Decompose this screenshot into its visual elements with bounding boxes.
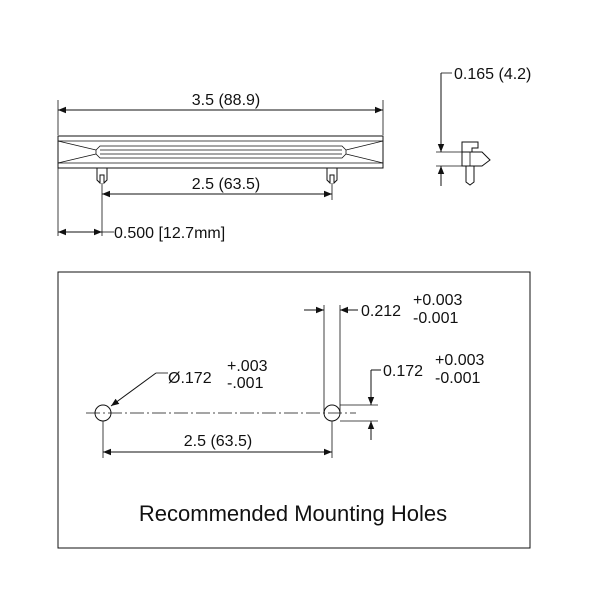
dim-b-plus-tolerance: +0.003 [435, 352, 485, 369]
panel-title: Recommended Mounting Holes [138, 501, 448, 526]
dim-a-plus-tolerance: +0.003 [413, 292, 463, 309]
dim-b-value: 0.172 [383, 363, 424, 380]
hole-diameter-label: Ø.172 [168, 370, 212, 387]
dim-a-value: 0.212 [361, 303, 402, 320]
top-view [58, 92, 383, 242]
mounting-holes-panel [58, 272, 530, 548]
hole-spacing-label: 2.5 (63.5) [183, 433, 253, 450]
pin-spacing-label: 2.5 (63.5) [191, 176, 261, 193]
hole-diameter-plus-tolerance: +.003 [227, 358, 268, 375]
overall-width-label: 3.5 (88.9) [191, 92, 261, 109]
mounting-pin-right [327, 168, 337, 183]
mounting-pin-left [97, 168, 107, 183]
dim-a-minus-tolerance: -0.001 [413, 310, 459, 327]
part-body [58, 136, 383, 168]
pin-offset-label: 0.500 [12.7mm] [114, 225, 226, 242]
center-slot [96, 146, 346, 158]
side-view [436, 66, 531, 186]
hole-diameter-leader [111, 373, 156, 406]
side-profile [462, 142, 490, 185]
height-label: 0.165 (4.2) [454, 66, 532, 83]
dim-b-minus-tolerance: -0.001 [435, 370, 481, 387]
hole-diameter-minus-tolerance: -.001 [227, 375, 264, 392]
